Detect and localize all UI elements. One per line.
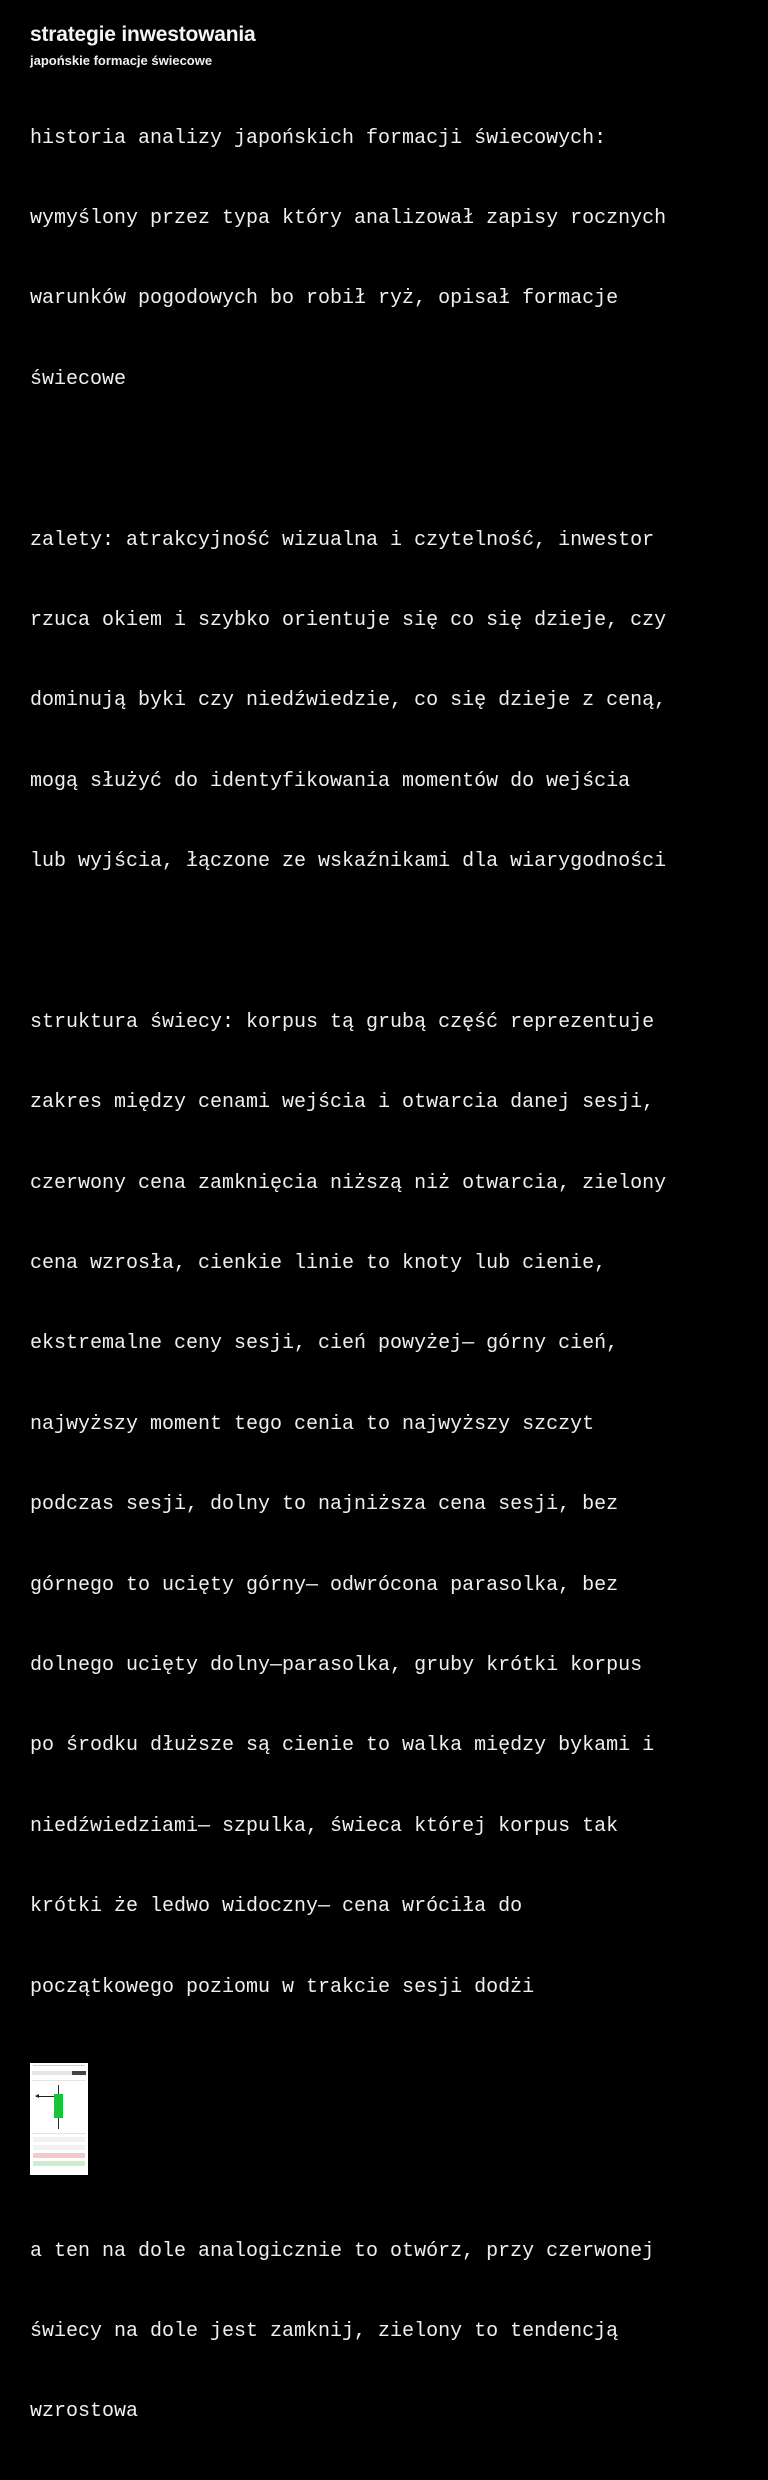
paragraph-line: mogą służyć do identyfikowania momentów do wejścia	[30, 769, 631, 793]
paragraph-line: krótki że ledwo widoczny— cena wróciła do	[30, 1895, 523, 1919]
paragraph-line: najwyższy moment tego cenia to najwyższy szczyt	[30, 1412, 595, 1436]
thumbnail-divider	[32, 2133, 86, 2134]
paragraph-line: ekstremalne ceny sesji, cień powyżej— górny cień,	[30, 1332, 619, 1356]
thumbnail-status-bar	[33, 2065, 85, 2069]
paragraph-line: historia analizy japońskich formacji świecowych:	[30, 126, 607, 150]
paragraph-line: czerwony cena zamknięcia niższą niż otwarcia, zielony	[30, 1171, 667, 1195]
paragraph-line: rzuca okiem i szybko orientuje się co się dzieje, czy	[30, 608, 667, 632]
paragraph-line: świecowe	[30, 367, 127, 391]
paragraph-line: zakres między cenami wejścia i otwarcia danej sesji,	[30, 1091, 655, 1115]
advantages-paragraph	[30, 474, 750, 930]
thumbnail-row	[33, 2137, 85, 2142]
paragraph-line: dolnego ucięty dolny—parasolka, gruby krótki korpus	[30, 1654, 643, 1678]
paragraph-line: wzrostowa	[30, 2400, 139, 2424]
thumbnail-row-red	[33, 2153, 85, 2158]
thumbnail-top-bar	[32, 2071, 86, 2075]
after-image-paragraph	[30, 2185, 750, 2480]
note-subtitle: japońskie formacje świecowe	[30, 53, 213, 68]
spacer	[30, 930, 750, 957]
paragraph-line: wymyślony przez typa który analizował zapisy rocznych	[30, 206, 667, 230]
structure-paragraph	[30, 956, 750, 2055]
paragraph-line: po środku dłuższe są cienie to walka między bykami i	[30, 1734, 655, 1758]
paragraph-line: początkowego poziomu w trakcie sesji dodżi	[30, 1975, 535, 1999]
thumbnail-divider	[32, 2080, 86, 2081]
paragraph-line: podczas sesji, dolny to najniższa cena sesji, bez	[30, 1493, 619, 1517]
paragraph-line: górnego to ucięty górny— odwrócona parasolka, bez	[30, 1573, 619, 1597]
arrow-pointer-icon	[35, 2094, 39, 2098]
spacer	[30, 447, 750, 474]
paragraph-line: a ten na dole analogicznie to otwórz, przy czerwonej	[30, 2239, 655, 2263]
paragraph-line: niedźwiedziami— szpulka, świeca której korpus tak	[30, 1814, 619, 1838]
paragraph-line: struktura świecy: korpus tą grubą część reprezentuje	[30, 1010, 655, 1034]
paragraph-line: dominują byki czy niedźwiedzie, co się dzieje z ceną,	[30, 689, 667, 713]
note-title: strategie inwestowania	[30, 23, 256, 46]
paragraph-line: cena wzrosła, cienkie linie to knoty lub cienie,	[30, 1252, 607, 1276]
note-content	[30, 20, 750, 2480]
candle-body	[54, 2094, 63, 2118]
paragraph-line: świecy na dole jest zamknij, zielony to tendencją	[30, 2319, 619, 2343]
paragraph-line: warunków pogodowych bo robił ryż, opisał formacje	[30, 287, 619, 311]
paragraph-line: zalety: atrakcyjność wizualna i czytelność, inwestor	[30, 528, 655, 552]
paragraph-line: lub wyjścia, łączone ze wskaźnikami dla wiarygodności	[30, 850, 667, 874]
thumbnail-row-green	[33, 2161, 85, 2166]
history-paragraph	[30, 72, 750, 447]
candlestick-screenshot-thumbnail[interactable]	[30, 2063, 88, 2175]
thumbnail-row	[33, 2145, 85, 2150]
